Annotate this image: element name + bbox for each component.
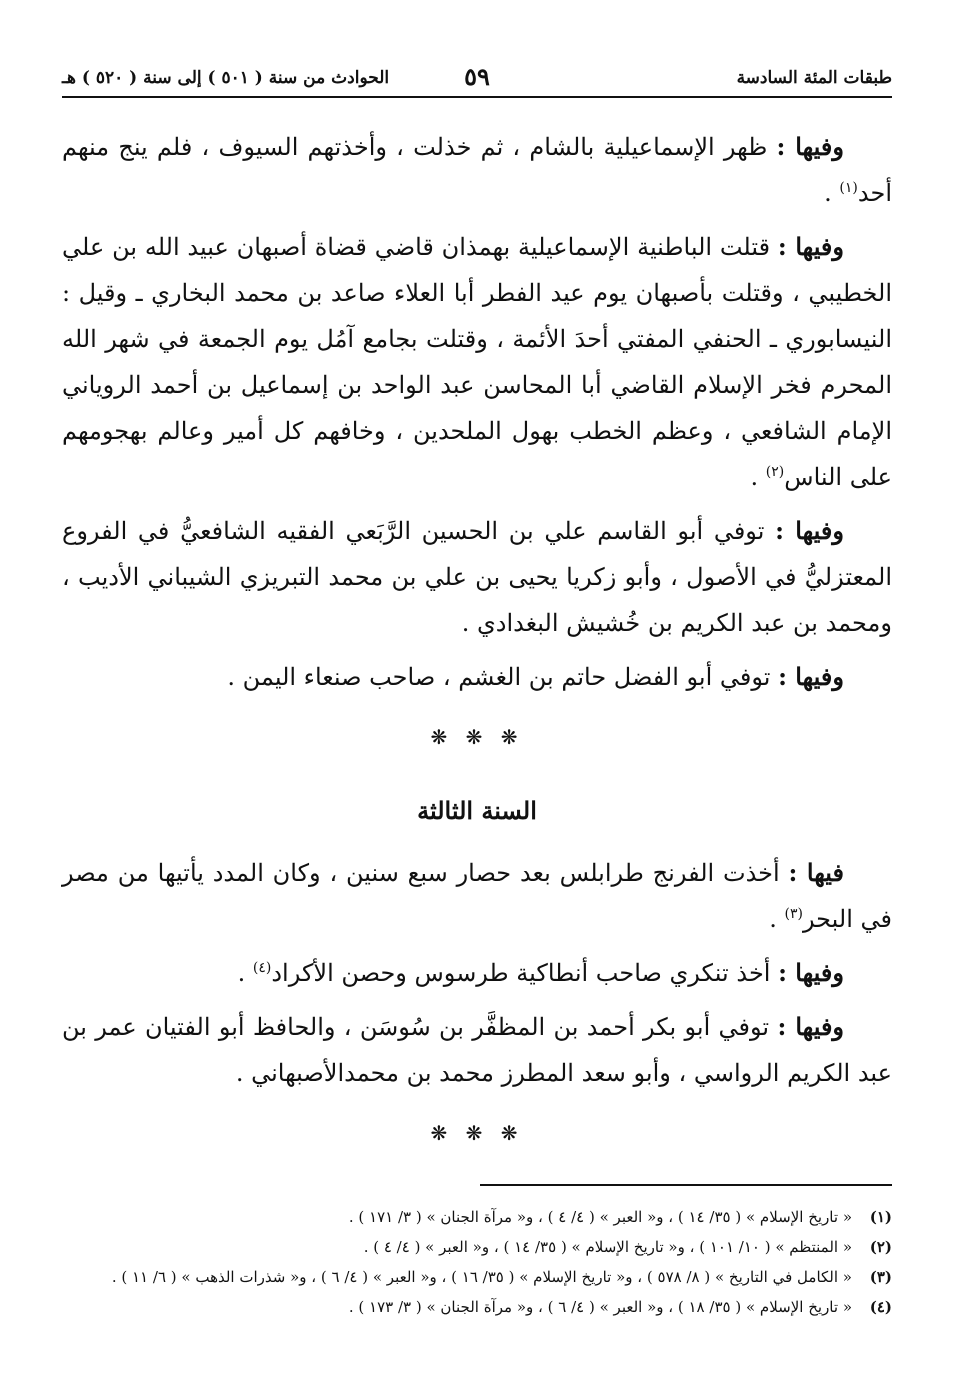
paragraph-tail: . (750, 463, 766, 491)
asterism-separator: ❋ ❋ ❋ (430, 725, 524, 749)
range-title: الحوادث من سنة ( ٥٠١ ) إلى سنة ( ٥٢٠ ) هـ (62, 68, 390, 88)
footnote-ref[interactable]: (٣) (784, 906, 803, 922)
footnotes (62, 1202, 892, 1322)
footnote-number: (١) (869, 1208, 892, 1226)
paragraph-text: قتلت الباطنية الإسماعيلية بهمذان قاضي قضاة أصبهان عبيد الله بن علي الخطيبي ، وقتلت بأصبهان يوم عيد الفطر أبا العلاء صاعد بن محمد البخاري ـ وقيل : النيسابوري ـ الحنفي المفتي أحدَ الأئمة ، وقتلت بجامع آمُل يوم الجمعة في شهر الله المحرم فخر الإسلام القاضي أبا المحاسن عبد الواحد بن إسماعيل بن أحمد الروياني الإمام الشافعي ، وعظم الخطب بهول الملحدين ، وخافهم كل أمير وعالم بهجومهم على الناس (62, 233, 892, 491)
running-header (62, 60, 892, 98)
section-title: السنة الثالثة (417, 796, 537, 825)
asterism-separator: ❋ ❋ ❋ (430, 1121, 524, 1145)
book-page (62, 60, 892, 1360)
footnote-item (62, 1202, 892, 1232)
paragraph-lead: وفيها : (776, 132, 844, 161)
paragraph-2 (62, 224, 892, 500)
footnote-divider (480, 1184, 892, 1186)
paragraph-text: أخذ تنكري صاحب أنطاكية طرسوس وحصن الأكراد (271, 959, 771, 987)
paragraph-4 (62, 654, 892, 700)
paragraph-tail: . (824, 179, 840, 207)
footnote-number: (٤) (869, 1298, 892, 1316)
paragraph-text: ظهر الإسماعيلية بالشام ، ثم خذلت ، وأخذتهم السيوف ، فلم ينج منهم أحد (62, 133, 892, 207)
footnote-ref[interactable]: (٤) (252, 960, 272, 976)
footnote-number: (٣) (869, 1268, 892, 1286)
section-paragraph-2 (62, 950, 892, 996)
book-title: طبقات المئة السادسة (736, 68, 892, 88)
footnote-ref[interactable]: (٢) (765, 464, 785, 480)
paragraph-text: توفي أبو القاسم علي بن الحسين الرَّبَعي الفقيه الشافعيُّ في الفروع المعتزليُّ في الأصول ، وأبو زكريا يحيى بن علي بن محمد التبريزي الشيباني الأديب ، ومحمد بن عبد الكريم بن خُشيش البغدادي . (62, 517, 892, 637)
footnote-text: « المنتظم » ( ١٠/ ١٠١ ) ، و« تاريخ الإسلام » ( ٣٥/ ١٤ ) ، و« العبر » ( ٤/ ٤ ) . (363, 1238, 852, 1256)
section-paragraph-3 (62, 1004, 892, 1096)
footnote-item (62, 1292, 892, 1322)
paragraph-1 (62, 124, 892, 216)
footnote-text: « الكامل في التاريخ » ( ٨/ ٥٧٨ ) ، و« تاريخ الإسلام » ( ٣٥/ ١٦ ) ، و« العبر » ( ٤/ ٦ ) ، و« شذرات الذهب » ( ٦/ ١١ ) . (111, 1268, 852, 1286)
footnote-item (62, 1262, 892, 1292)
footnote-item (62, 1232, 892, 1262)
footnote-ref[interactable]: (١) (839, 180, 858, 196)
footnote-number: (٢) (869, 1238, 892, 1256)
paragraph-lead: وفيها : (775, 516, 844, 545)
paragraph-text: توفي أبو بكر أحمد بن المظفَّر بن سُوسَن ، والحافظ أبو الفتيان عمر بن عبد الكريم الرواسي ، وأبو سعد المطرز محمد بن محمدالأصبهاني . (62, 1013, 892, 1087)
paragraph-lead: وفيها : (778, 662, 844, 691)
paragraph-3 (62, 508, 892, 646)
paragraph-lead: فيها : (788, 858, 844, 887)
paragraph-tail: . (237, 959, 253, 987)
paragraph-tail: . (769, 905, 785, 933)
footnote-text: « تاريخ الإسلام » ( ٣٥/ ١٨ ) ، و« العبر » ( ٤/ ٦ ) ، و« مرآة الجنان » ( ٣/ ١٧٣ ) . (348, 1298, 852, 1316)
paragraph-lead: وفيها : (777, 1012, 845, 1041)
paragraph-lead: وفيها : (778, 958, 844, 987)
section-paragraph-1 (62, 850, 892, 942)
paragraph-text: أخذت الفرنج طرابلس بعد حصار سبع سنين ، وكان المدد يأتيها من مصر في البحر (62, 859, 892, 933)
main-text (62, 124, 892, 1156)
footnote-text: « تاريخ الإسلام » ( ٣٥/ ١٤ ) ، و« العبر » ( ٤/ ٤ ) ، و« مرآة الجنان » ( ٣/ ١٧١ ) . (348, 1208, 852, 1226)
paragraph-lead: وفيها : (777, 232, 844, 261)
paragraph-text: توفي أبو الفضل حاتم بن الغشم ، صاحب صنعاء اليمن . (227, 663, 771, 691)
page-number: ٥٩ (464, 62, 490, 91)
